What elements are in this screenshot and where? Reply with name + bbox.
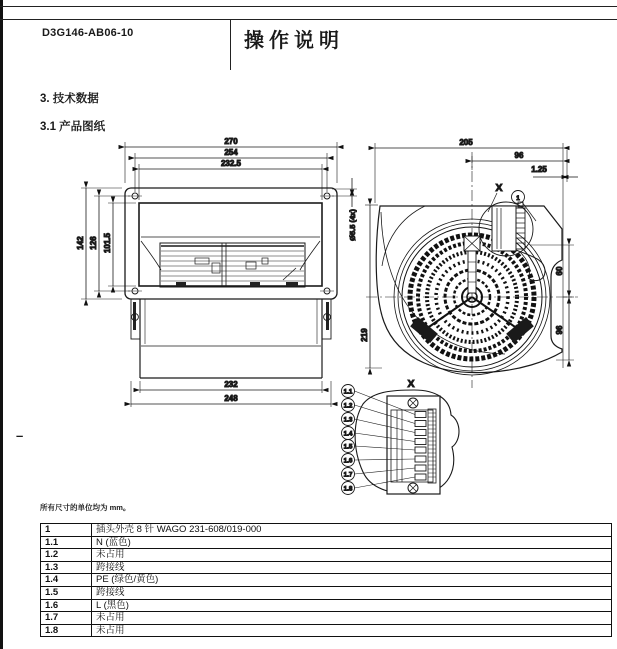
- dim-126-label: 126: [89, 236, 98, 250]
- pin-desc-cell: 未占用: [92, 624, 612, 637]
- page-top-rule: [0, 6, 617, 7]
- detail-view-x: [342, 378, 460, 495]
- table-row: [41, 536, 612, 549]
- pin-id-cell: 1.8: [41, 624, 92, 637]
- table-row: [41, 612, 612, 625]
- dim-holes-label: Ø5.5 (4x): [348, 209, 357, 241]
- side-view-detail-ref-label: X: [495, 182, 503, 194]
- pin-desc-cell: 未占用: [92, 612, 612, 625]
- table-row: [41, 599, 612, 612]
- dim-101-5-label: 101.5: [103, 232, 112, 254]
- dim-142-label: 142: [76, 236, 85, 250]
- pin-assignment-table: [40, 523, 612, 637]
- pin-id-cell: 1.2: [41, 549, 92, 562]
- pin-desc-cell: 跨接线: [92, 586, 612, 599]
- dim-1-25-label: 1.25: [531, 165, 547, 174]
- balloon-1-5: 1.5: [343, 443, 353, 451]
- table-row: [41, 574, 612, 587]
- technical-drawing: [0, 135, 617, 520]
- doc-number: D3G146-AB06-10: [42, 27, 134, 39]
- pin-desc-cell: L (黑色): [92, 599, 612, 612]
- dim-96-top-label: 96: [514, 151, 524, 160]
- balloon-1-1: 1.1: [343, 388, 353, 396]
- dim-248-label: 248: [224, 394, 238, 403]
- motor-mount-strut: [464, 236, 480, 293]
- pin-id-cell: 1.6: [41, 599, 92, 612]
- pin-id-cell: 1.4: [41, 574, 92, 587]
- balloon-1-6: 1.6: [343, 457, 353, 465]
- detail-view-label: X: [407, 378, 415, 390]
- page-title: 操作说明: [244, 30, 344, 52]
- balloon-1-2: 1.2: [343, 402, 353, 410]
- dim-254-label: 254: [224, 148, 238, 157]
- dim-96-right-label: 96: [555, 325, 564, 335]
- pin-id-cell: 1.3: [41, 561, 92, 574]
- connector-block: [387, 396, 440, 494]
- balloon-1-8: 1.8: [343, 485, 353, 493]
- header-divider: [230, 19, 231, 70]
- balloon-1-3: 1.3: [343, 416, 353, 424]
- table-row: [41, 524, 612, 537]
- side-view-dimensions-top: [375, 143, 578, 368]
- dim-205-label: 205: [459, 138, 473, 147]
- pin-id-cell: 1.7: [41, 612, 92, 625]
- units-note: 所有尺寸的单位均为 mm。: [40, 503, 131, 512]
- balloon-1-4: 1.4: [343, 430, 353, 438]
- side-view-dimension-219: [365, 205, 382, 368]
- margin-dash: –: [16, 428, 24, 443]
- pin-id-cell: 1.5: [41, 586, 92, 599]
- pin-desc-cell: 跨接线: [92, 561, 612, 574]
- table-row: [41, 549, 612, 562]
- front-view-inlet-opening: [139, 203, 322, 287]
- impeller-blades: [160, 243, 305, 287]
- pin-desc-cell: PE (绿色/黄色): [92, 574, 612, 587]
- pin-id-cell: 1: [41, 524, 92, 537]
- pin-desc-cell: N (蓝色): [92, 536, 612, 549]
- section-heading-tech-data: 3. 技术数据: [40, 93, 99, 105]
- dim-232-label: 232: [224, 380, 238, 389]
- balloon-1-7: 1.7: [343, 471, 353, 479]
- dim-232-5-label: 232.5: [220, 159, 242, 168]
- side-view-dimensions-right: [530, 245, 574, 360]
- pin-id-cell: 1.1: [41, 536, 92, 549]
- side-view-balloon-1: 1: [516, 195, 520, 202]
- dim-219-label: 219: [360, 328, 369, 342]
- side-view: [360, 138, 578, 388]
- dim-60-label: 60: [555, 266, 564, 276]
- front-view: [76, 137, 357, 407]
- front-view-housing-body: [131, 299, 331, 378]
- front-view-hole-callout: [332, 178, 357, 207]
- section-heading-product-drawing: 3.1 产品图纸: [40, 121, 106, 133]
- dim-270-label: 270: [224, 137, 238, 146]
- header-top-rule: [0, 19, 617, 20]
- table-row: [41, 586, 612, 599]
- pin-desc-cell: 未占用: [92, 549, 612, 562]
- table-row: [41, 561, 612, 574]
- pin-desc-cell: 插头外壳 8 针 WAGO 231-608/019-000: [92, 524, 612, 537]
- table-row: [41, 624, 612, 637]
